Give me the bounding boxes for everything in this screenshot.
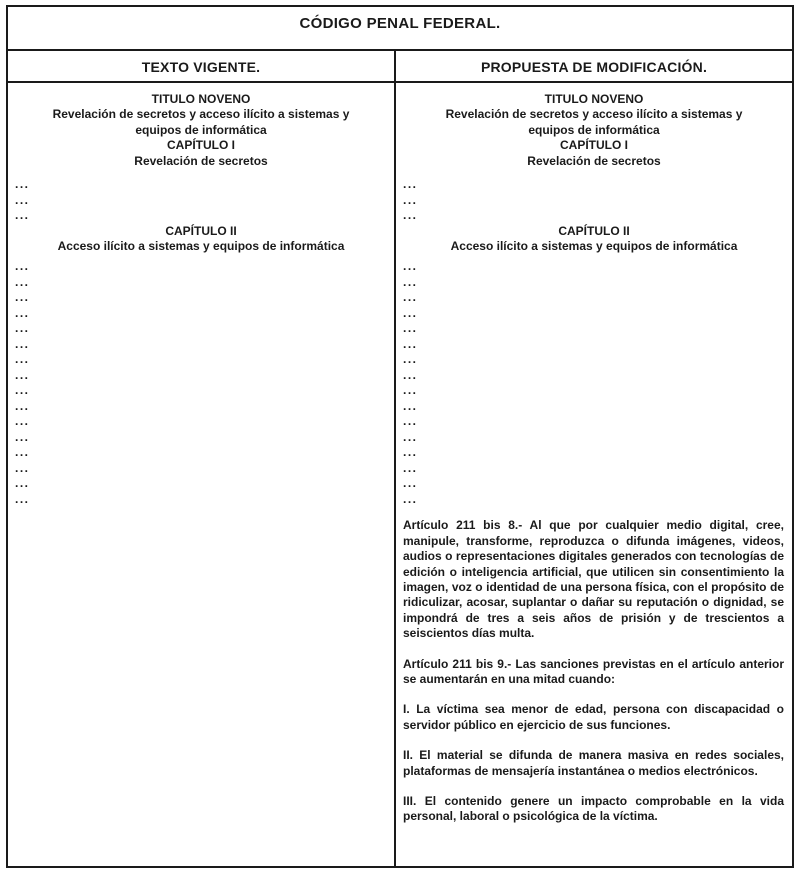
ellipsis-line: ...: [403, 336, 418, 351]
ellipsis-line: ...: [403, 445, 418, 460]
ellipsis-line: ...: [15, 460, 30, 475]
section-headings: [15, 92, 387, 169]
ellipsis-block-top: [403, 177, 785, 224]
ellipsis-line: ...: [15, 259, 30, 274]
ellipsis-line: ...: [15, 321, 30, 336]
ellipsis-line: ...: [15, 305, 30, 320]
article-paragraph: Artículo 211 bis 9.- Las sanciones previstas en el artículo anterior se aumentarán en una mitad cuando:: [403, 656, 784, 686]
ellipsis-line: ...: [15, 476, 30, 491]
article-paragraph: II. El material se difunda de manera masiva en redes sociales, plataformas de mensajería instantánea o medios electrónicos.: [403, 748, 784, 778]
capitulo-1-heading: CAPÍTULO I: [167, 138, 235, 153]
ellipsis-line: ...: [403, 290, 418, 305]
document-title: CÓDIGO PENAL FEDERAL.: [8, 7, 792, 51]
ellipsis-line: ...: [403, 208, 418, 223]
ellipsis-line: ...: [403, 429, 418, 444]
ellipsis-block-main: [403, 259, 785, 507]
ellipsis-block-top: [15, 177, 387, 224]
ellipsis-line: ...: [403, 321, 418, 336]
ellipsis-line: ...: [15, 290, 30, 305]
capitulo-2-subheading: Acceso ilícito a sistemas y equipos de informática: [450, 238, 738, 253]
capitulo-2-subheading: Acceso ilícito a sistemas y equipos de informática: [57, 238, 345, 253]
ellipsis-line: ...: [15, 429, 30, 444]
section-headings: [403, 224, 785, 255]
capitulo-2-heading: CAPÍTULO II: [558, 223, 630, 238]
ellipsis-line: ...: [15, 367, 30, 382]
ellipsis-line: ...: [15, 274, 30, 289]
ellipsis-line: ...: [15, 352, 30, 367]
article-paragraph: III. El contenido genere un impacto comprobable en la vida personal, laboral o psicológica de la víctima.: [403, 794, 784, 824]
ellipsis-line: ...: [403, 367, 418, 382]
section-headings: [15, 224, 387, 255]
ellipsis-line: ...: [15, 491, 30, 506]
ellipsis-line: ...: [15, 177, 30, 192]
ellipsis-line: ...: [15, 398, 30, 413]
capitulo-1-subheading: Revelación de secretos: [527, 153, 661, 168]
comparison-table: [6, 5, 794, 868]
ellipsis-line: ...: [15, 336, 30, 351]
titulo-noveno-heading: TITULO NOVENO: [544, 92, 644, 106]
ellipsis-line: ...: [15, 445, 30, 460]
ellipsis-block-main: [15, 259, 387, 507]
titulo-noveno-heading: TITULO NOVENO: [151, 92, 251, 106]
titulo-noveno-subheading: Revelación de secretos y acceso ilícito a sistemas y equipos de informática: [445, 107, 743, 137]
articles-block: [403, 518, 785, 825]
propuesta-cell: [396, 83, 792, 866]
table-body: [8, 83, 792, 866]
ellipsis-line: ...: [403, 274, 418, 289]
ellipsis-line: ...: [15, 414, 30, 429]
ellipsis-line: ...: [403, 259, 418, 274]
titulo-noveno-subheading: Revelación de secretos y acceso ilícito a sistemas y equipos de informática: [52, 107, 350, 137]
column-header-texto-vigente: TEXTO VIGENTE.: [8, 51, 396, 81]
ellipsis-line: ...: [403, 177, 418, 192]
ellipsis-line: ...: [403, 383, 418, 398]
ellipsis-line: ...: [15, 208, 30, 223]
ellipsis-line: ...: [403, 460, 418, 475]
article-paragraph: I. La víctima sea menor de edad, persona con discapacidad o servidor público en ejercicio de sus funciones.: [403, 702, 784, 732]
ellipsis-line: ...: [403, 352, 418, 367]
capitulo-1-subheading: Revelación de secretos: [134, 153, 268, 168]
ellipsis-line: ...: [403, 414, 418, 429]
article-paragraph: Artículo 211 bis 8.- Al que por cualquier medio digital, cree, manipule, transforme, reproduzca o difunda imágenes, videos, audios o representaciones digitales generados con tecnologías de edición o inteligencia artificial, que utilicen sin consentimiento la imagen, voz o identidad de una persona física, con el propósito de ridiculizar, acosar, suplantar o dañar su reputación o dignidad, se impondrá de tres a seis años de prisión y de trescientos a seiscientos días multa.: [403, 518, 784, 641]
section-headings: [403, 92, 785, 169]
ellipsis-line: ...: [403, 305, 418, 320]
ellipsis-line: ...: [15, 383, 30, 398]
capitulo-1-heading: CAPÍTULO I: [560, 138, 628, 153]
ellipsis-line: ...: [403, 491, 418, 506]
column-headers: [8, 51, 792, 83]
texto-vigente-cell: [8, 83, 396, 866]
ellipsis-line: ...: [403, 476, 418, 491]
ellipsis-line: ...: [15, 192, 30, 207]
capitulo-2-heading: CAPÍTULO II: [165, 223, 237, 238]
ellipsis-line: ...: [403, 398, 418, 413]
ellipsis-line: ...: [403, 192, 418, 207]
column-header-propuesta: PROPUESTA DE MODIFICACIÓN.: [480, 59, 708, 75]
